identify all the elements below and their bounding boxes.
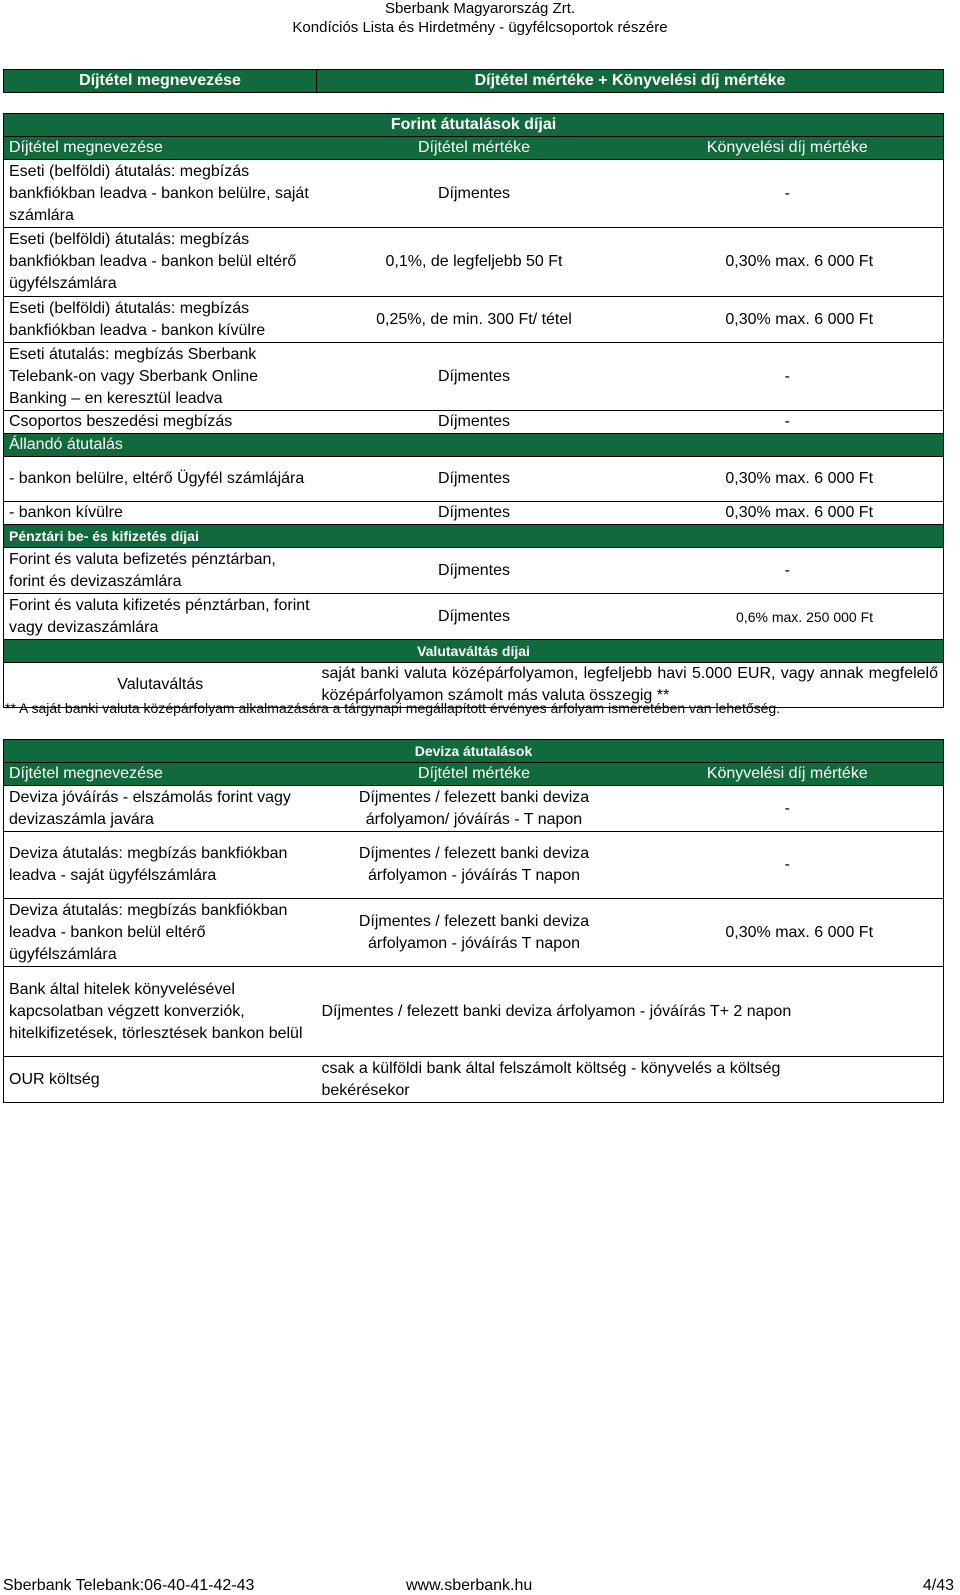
row-name: - bankon belülre, eltérő Ügyfél számlájára <box>4 457 317 502</box>
row-name: - bankon kívülre <box>4 502 317 525</box>
row-name: Forint és valuta kifizetés pénztárban, forint vagy devizaszámlára <box>4 594 317 640</box>
row-book: - <box>632 160 944 228</box>
row-fee: 0,25%, de min. 300 Ft/ tétel <box>317 297 632 343</box>
row-book: 0,30% max. 6 000 Ft <box>632 297 944 343</box>
valuta-name: Valutaváltás <box>4 663 317 708</box>
row-fee: csak a külföldi bank által felszámolt költség - könyvelés a költség bekérésekor <box>317 1057 944 1103</box>
col-header-fee: Díjtétel mértéke <box>317 763 632 786</box>
row-fee: Díjmentes <box>317 411 632 434</box>
top-header-value: Díjtétel mértéke + Könyvelési díj mértéke <box>317 70 944 93</box>
col-header-fee: Díjtétel mértéke <box>317 137 632 160</box>
row-name: Bank által hitelek könyvelésével kapcsolatban végzett konverziók, hitelkifizetések, törlesztések bankon belül <box>4 967 317 1057</box>
forint-table <box>3 113 944 708</box>
col-header-name: Díjtétel megnevezése <box>4 137 317 160</box>
row-name: OUR költség <box>4 1057 317 1103</box>
valuta-section-title: Valutaváltás díjai <box>4 640 944 663</box>
table-row <box>4 343 944 411</box>
table-row <box>4 548 944 594</box>
row-book: - <box>632 548 944 594</box>
row-name: Eseti (belföldi) átutalás: megbízás bankfiókban leadva - bankon kívülre <box>4 297 317 343</box>
table-row <box>4 1057 944 1103</box>
row-book: - <box>632 832 944 899</box>
table-row <box>4 832 944 899</box>
row-book: - <box>632 343 944 411</box>
penztar-section-title: Pénztári be- és kifizetés díjai <box>4 525 317 548</box>
row-book: 0,30% max. 6 000 Ft <box>632 228 944 297</box>
col-header-name: Díjtétel megnevezése <box>4 763 317 786</box>
row-book: - <box>632 786 944 832</box>
table-row <box>4 411 944 434</box>
row-book: 0,6% max. 250 000 Ft <box>632 594 944 640</box>
document-subtitle: Kondíciós Lista és Hirdetmény - ügyfélcsoportok részére <box>292 19 668 36</box>
row-name: Deviza átutalás: megbízás bankfiókban leadva - bankon belül eltérő ügyfélszámlára <box>4 899 317 967</box>
row-name: Eseti átutalás: megbízás Sberbank Telebank-on vagy Sberbank Online Banking – en keresztül leadva <box>4 343 317 411</box>
row-name: Eseti (belföldi) átutalás: megbízás bankfiókban leadva - bankon belül eltérő ügyfélszámlára <box>4 228 317 297</box>
row-name: Csoportos beszedési megbízás <box>4 411 317 434</box>
row-book: - <box>632 411 944 434</box>
col-header-book: Könyvelési díj mértéke <box>632 763 944 786</box>
footer-telebank: Sberbank Telebank:06-40-41-42-43 <box>3 1577 255 1594</box>
row-fee: Díjmentes <box>317 548 632 594</box>
row-fee: 0,1%, de legfeljebb 50 Ft <box>317 228 632 297</box>
table-row <box>4 297 944 343</box>
row-book: 0,30% max. 6 000 Ft <box>632 899 944 967</box>
table-row <box>4 502 944 525</box>
table-row <box>4 786 944 832</box>
table-row <box>4 594 944 640</box>
row-name: Deviza jóváírás - elszámolás forint vagy devizaszámla javára <box>4 786 317 832</box>
deviza-table <box>3 739 944 1103</box>
footer-page-number: 4/43 <box>922 1577 954 1594</box>
table-row <box>4 457 944 502</box>
row-fee: Díjmentes <box>317 160 632 228</box>
row-fee: Díjmentes / felezett banki deviza árfolyamon/ jóváírás - T napon <box>317 786 632 832</box>
row-book: 0,30% max. 6 000 Ft <box>632 502 944 525</box>
row-fee: Díjmentes / felezett banki deviza árfolyamon - jóváírás T+ 2 napon <box>317 967 944 1057</box>
table-row <box>4 228 944 297</box>
row-fee: Díjmentes <box>317 594 632 640</box>
company-name: Sberbank Magyarország Zrt. <box>384 0 576 17</box>
table-row <box>4 160 944 228</box>
table-row <box>4 899 944 967</box>
deviza-section-title: Deviza átutalások <box>4 740 944 763</box>
col-header-book: Könyvelési díj mértéke <box>632 137 944 160</box>
footer-website[interactable]: www.sberbank.hu <box>406 1577 533 1594</box>
top-header-table <box>3 69 944 93</box>
allando-section-title: Állandó átutalás <box>4 434 317 457</box>
row-fee: Díjmentes / felezett banki deviza árfolyamon - jóváírás T napon <box>317 899 632 967</box>
top-header-name: Díjtétel megnevezése <box>4 70 317 93</box>
row-name: Eseti (belföldi) átutalás: megbízás bankfiókban leadva - bankon belülre, saját számlára <box>4 160 317 228</box>
valuta-text: saját banki valuta középárfolyamon, legfeljebb havi 5.000 EUR, vagy annak megfelelő középárfolyamon számolt más valuta összegig ** <box>317 663 944 708</box>
valuta-footnote: ** A saját banki valuta középárfolyam alkalmazására a tárgynapi megállapított érvényes árfolyam ismeretében van lehetőség. <box>5 700 781 716</box>
row-fee: Díjmentes / felezett banki deviza árfolyamon - jóváírás T napon <box>317 832 632 899</box>
forint-section-title: Forint átutalások díjai <box>4 114 944 137</box>
row-fee: Díjmentes <box>317 457 632 502</box>
row-fee: Díjmentes <box>317 502 632 525</box>
table-row <box>4 967 944 1057</box>
row-name: Deviza átutalás: megbízás bankfiókban leadva - saját ügyfélszámlára <box>4 832 317 899</box>
row-fee: Díjmentes <box>317 343 632 411</box>
row-book: 0,30% max. 6 000 Ft <box>632 457 944 502</box>
row-name: Forint és valuta befizetés pénztárban, forint és devizaszámlára <box>4 548 317 594</box>
